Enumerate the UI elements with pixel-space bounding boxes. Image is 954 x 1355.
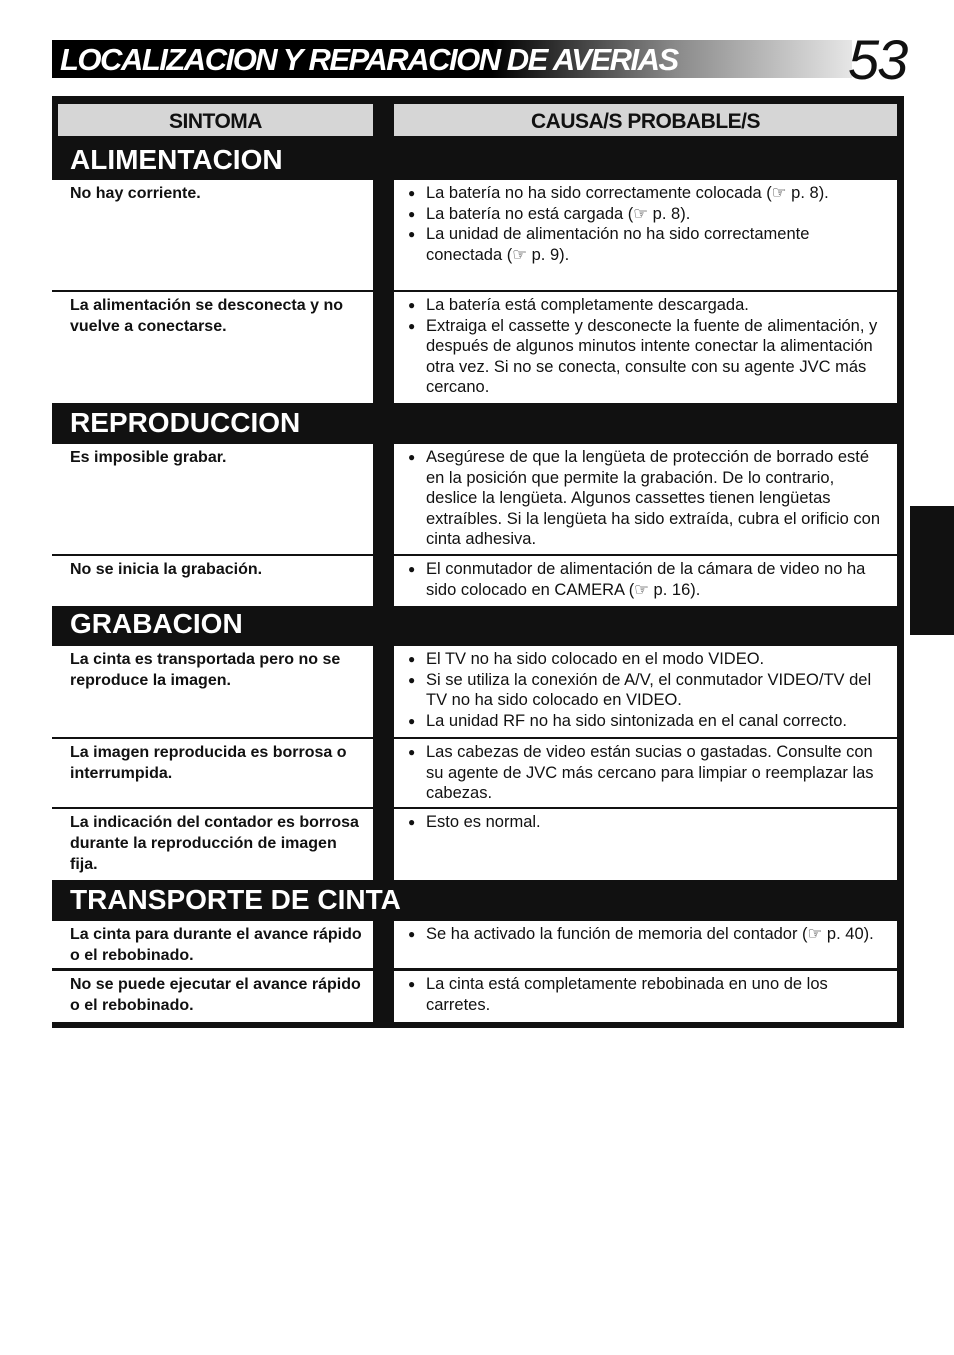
symptom-cell: No se inicia la grabación.: [52, 556, 373, 606]
cause-cell: [394, 809, 897, 880]
cause-cell: [394, 971, 897, 1022]
symptom-cell: La cinta es transportada pero no se reproduce la imagen.: [52, 646, 373, 737]
symptom-cell: No hay corriente.: [52, 180, 373, 290]
table-row: [52, 556, 904, 606]
section-title: ALIMENTACION: [70, 144, 283, 175]
chapter-tab: [910, 506, 954, 635]
table-row: [52, 739, 904, 807]
troubleshooting-table: [52, 96, 904, 1028]
symptom-cell: La alimentación se desconecta y no vuelve a conectarse.: [52, 292, 373, 403]
symptom-cell: Es imposible grabar.: [52, 444, 373, 554]
section-title: TRANSPORTE DE CINTA: [70, 884, 401, 915]
cause-cell: [394, 556, 897, 606]
cause-item: ● Extraiga el cassette y desconecte la fuente de alimentación, y después de algunos minutos intente conectar la alimentación otra vez. Si no se conecta, consulte con su agente JVC más cercano.: [408, 316, 887, 398]
cause-item: ● El TV no ha sido colocado en el modo VIDEO.: [408, 649, 887, 670]
cause-cell: [394, 444, 897, 554]
table-row: [52, 444, 904, 554]
cause-cell: [394, 180, 897, 290]
cause-item: ● Se ha activado la función de memoria del contador (☞ p. 40).: [408, 924, 887, 945]
table-row: [52, 646, 904, 737]
cause-item: ● La batería no ha sido correctamente colocada (☞ p. 8).: [408, 183, 887, 204]
symptom-header: SINTOMA: [58, 104, 373, 136]
page-number: 53: [848, 28, 907, 91]
cause-cell: [394, 646, 897, 737]
symptom-cell: La cinta para durante el avance rápido o el rebobinado.: [52, 921, 373, 968]
cause-item: ● La batería no está cargada (☞ p. 8).: [408, 204, 887, 225]
symptom-cell: La imagen reproducida es borrosa o interrumpida.: [52, 739, 373, 807]
cause-item: ● La cinta está completamente rebobinada en uno de los carretes.: [408, 974, 887, 1015]
table-row: [52, 809, 904, 880]
table-row: [52, 971, 904, 1022]
cause-cell: [394, 292, 897, 403]
table-row: [52, 180, 904, 290]
symptom-cell: La indicación del contador es borrosa durante la reproducción de imagen fija.: [52, 809, 373, 880]
cause-item: ● Esto es normal.: [408, 812, 887, 833]
cause-item: ● Si se utiliza la conexión de A/V, el conmutador VIDEO/TV del TV no ha sido colocado en VIDEO.: [408, 670, 887, 711]
cause-item: ● Asegúrese de que la lengüeta de protección de borrado esté en la posición que permite la grabación. De lo contrario, deslice la lengüeta. Algunos cassettes tienen lengüetas extraíbles. Si la lengüeta ha sido extraída, cubra el orificio con cinta adhesiva.: [408, 447, 887, 550]
cause-item: ● Las cabezas de video están sucias o gastadas. Consulte con su agente de JVC más cercano para limpiar o reemplazar las cabezas.: [408, 742, 887, 804]
cause-cell: [394, 921, 897, 968]
page-title: LOCALIZACION Y REPARACION DE AVERIAS: [60, 42, 678, 77]
cause-item: ● La unidad de alimentación no ha sido correctamente conectada (☞ p. 9).: [408, 224, 887, 265]
table-row: [52, 292, 904, 403]
table-row: [52, 921, 904, 968]
cause-header: CAUSA/S PROBABLE/S: [394, 104, 897, 136]
cause-cell: [394, 739, 897, 807]
section-title: GRABACION: [70, 608, 243, 639]
section-title: REPRODUCCION: [70, 407, 301, 438]
symptom-cell: No se puede ejecutar el avance rápido o el rebobinado.: [52, 971, 373, 1022]
cause-item: ● La unidad RF no ha sido sintonizada en el canal correcto.: [408, 711, 887, 732]
cause-item: ● El conmutador de alimentación de la cámara de video no ha sido colocado en CAMERA (☞ p. 16).: [408, 559, 887, 600]
cause-item: ● La batería está completamente descargada.: [408, 295, 887, 316]
